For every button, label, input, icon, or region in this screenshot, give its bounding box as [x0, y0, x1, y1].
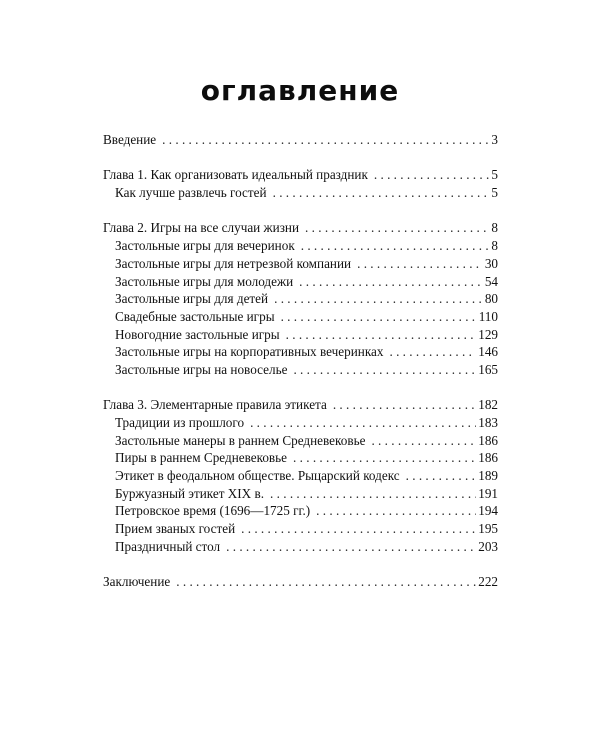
- toc-page-number: 189: [478, 468, 498, 484]
- dot-leader: [357, 255, 483, 273]
- toc-page-number: 54: [484, 273, 498, 289]
- toc-spacer: [103, 149, 498, 167]
- toc-subentry: [103, 290, 498, 308]
- toc-entry-label: Застольные игры для вечеринок: [115, 238, 295, 254]
- toc-entry-label: Глава 1. Как организовать идеальный праздник: [103, 167, 368, 183]
- toc-page-number: 186: [478, 450, 498, 466]
- toc-subentry: [103, 485, 498, 503]
- toc-subentry: [103, 467, 498, 485]
- page-title: оглавление: [200, 74, 400, 107]
- dot-leader: [316, 502, 476, 520]
- dot-leader: [293, 361, 476, 379]
- dot-leader: [293, 449, 476, 467]
- toc-entry-label: Глава 3. Элементарные правила этикета: [103, 397, 327, 413]
- toc-entry-label: Застольные игры для детей: [115, 291, 269, 307]
- toc-entry-label: Застольные игры для нетрезвой компании: [115, 255, 352, 271]
- toc-page-number: 5: [491, 167, 498, 183]
- toc-entry-label: Застольные игры на новоселье: [115, 361, 288, 377]
- toc-subentry: [103, 326, 498, 344]
- dot-leader: [226, 538, 476, 556]
- toc-subentry: [103, 255, 498, 273]
- toc-page-number: 194: [478, 503, 498, 519]
- toc-page-number: 5: [491, 185, 498, 201]
- toc-entry-label: Петровское время (1696—1725 гг.): [115, 503, 311, 519]
- toc-subentry: [103, 237, 498, 255]
- toc-entry: [103, 396, 498, 414]
- toc-subentry: [103, 184, 498, 202]
- dot-leader: [250, 414, 476, 432]
- dot-leader: [286, 326, 477, 344]
- toc-page-number: 191: [478, 485, 498, 501]
- toc-subentry: [103, 308, 498, 326]
- toc-entry-label: Застольные игры для молодежи: [115, 273, 294, 289]
- dot-leader: [162, 131, 489, 149]
- toc-page-number: 165: [478, 361, 498, 377]
- toc-page-number: 129: [478, 326, 498, 342]
- toc-page-number: 203: [478, 538, 498, 554]
- toc-entry-label: Буржуазный этикет XIX в.: [115, 485, 265, 501]
- dot-leader: [305, 219, 489, 237]
- dot-leader: [176, 573, 476, 591]
- dot-leader: [301, 237, 490, 255]
- dot-leader: [333, 396, 476, 414]
- dot-leader: [274, 290, 483, 308]
- toc-page-number: 183: [478, 415, 498, 430]
- dot-leader: [389, 343, 476, 361]
- table-of-contents: [103, 131, 498, 591]
- toc-spacer: [103, 556, 498, 574]
- toc-subentry: [103, 432, 498, 450]
- toc-entry-label: Традиции из прошлого: [115, 415, 245, 430]
- toc-subentry: [103, 502, 498, 520]
- toc-entry-label: Свадебные застольные игры: [115, 308, 275, 324]
- toc-entry-label: Заключение: [103, 574, 171, 590]
- toc-entry-label: Этикет в феодальном обществе. Рыцарский кодекс: [115, 468, 400, 484]
- toc-page-number: 80: [484, 291, 498, 307]
- toc-entry: [103, 573, 498, 591]
- toc-spacer: [103, 379, 498, 397]
- toc-subentry: [103, 520, 498, 538]
- toc-subentry: [103, 414, 498, 432]
- toc-subentry: [103, 361, 498, 379]
- dot-leader: [270, 485, 476, 503]
- toc-entry-label: Как лучше развлечь гостей: [115, 185, 267, 201]
- dot-leader: [406, 467, 477, 485]
- toc-entry-label: Пиры в раннем Средневековье: [115, 450, 288, 466]
- toc-entry-label: Застольные игры на корпоративных вечеринках: [115, 344, 384, 360]
- dot-leader: [273, 184, 490, 202]
- toc-page-number: 8: [491, 220, 498, 236]
- toc-entry-label: Новогодние застольные игры: [115, 326, 280, 342]
- toc-subentry: [103, 449, 498, 467]
- toc-entry-label: Праздничный стол: [115, 538, 221, 554]
- toc-entry: [103, 131, 498, 149]
- toc-entry-label: Застольные манеры в раннем Средневековье: [115, 432, 366, 448]
- dot-leader: [371, 432, 476, 450]
- dot-leader: [299, 273, 483, 291]
- dot-leader: [241, 520, 476, 538]
- toc-subentry: [103, 343, 498, 361]
- toc-subentry: [103, 538, 498, 556]
- toc-page-number: 8: [491, 238, 498, 254]
- toc-entry-label: Прием званых гостей: [115, 521, 236, 537]
- dot-leader: [281, 308, 477, 326]
- toc-page-number: 186: [478, 432, 498, 448]
- toc-entry-label: Введение: [103, 132, 157, 147]
- toc-page-number: 3: [491, 132, 498, 147]
- dot-leader: [374, 166, 490, 184]
- toc-entry: [103, 166, 498, 184]
- toc-page-number: 222: [478, 574, 498, 590]
- toc-page-number: 30: [484, 255, 498, 271]
- toc-page-number: 195: [478, 521, 498, 537]
- toc-page-number: 182: [478, 397, 498, 413]
- toc-entry: [103, 219, 498, 237]
- toc-page-number: 110: [478, 308, 498, 324]
- toc-entry-label: Глава 2. Игры на все случаи жизни: [103, 220, 300, 236]
- toc-subentry: [103, 273, 498, 291]
- toc-spacer: [103, 202, 498, 220]
- toc-page-number: 146: [478, 344, 498, 360]
